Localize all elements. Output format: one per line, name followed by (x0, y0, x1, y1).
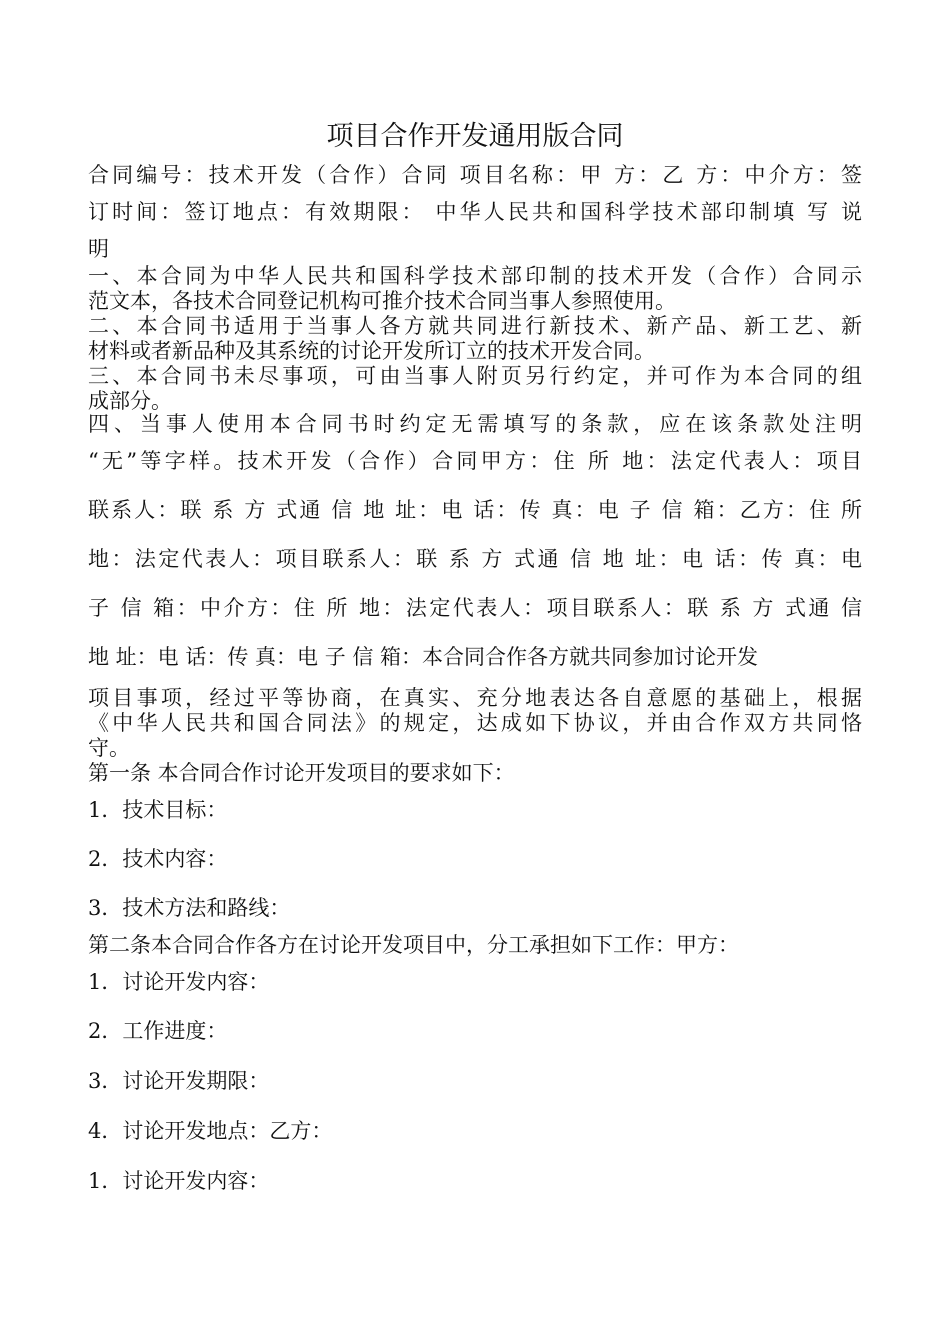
list-item: 4．讨论开发地点：乙方： (88, 1119, 333, 1143)
article-1-heading: 第一条 本合同合作讨论开发项目的要求如下： (88, 761, 515, 785)
list-item: 2．工作进度： (88, 1019, 228, 1043)
list-item: 1．技术目标： (88, 798, 228, 822)
body-line-13: 地：法定代表人：项目联系人：联 系 方 式通 信 地 址：电 话：传 真：电 (88, 547, 862, 571)
body-line-11: “无”等字样。技术开发（合作）合同甲方：住 所 地：法定代表人：项目 (88, 449, 862, 473)
list-item: 3．技术方法和路线： (88, 896, 291, 920)
body-line-15: 地 址：电 话：传 真：电 子 信 箱：本合同合作各方就共同参加讨论开发 (88, 645, 759, 669)
body-line-18: 守。 (88, 736, 130, 760)
body-line-10: 四、当事人使用本合同书时约定无需填写的条款，应在该条款处注明 (88, 412, 862, 436)
body-line-7: 材料或者新品种及其系统的讨论开发所订立的技术开发合同。 (88, 339, 655, 363)
body-line-6: 二、本合同书适用于当事人各方就共同进行新技术、新产品、新工艺、新 (88, 314, 862, 338)
body-line-3: 明 (88, 237, 109, 261)
body-line-12: 联系人：联 系 方 式通 信 地 址：电 话：传 真：电 子 信 箱：乙方：住 所 (88, 498, 862, 522)
document-title: 项目合作开发通用版合同 (326, 121, 624, 152)
body-line-5: 范文本，各技术合同登记机构可推介技术合同当事人参照使用。 (88, 289, 676, 313)
list-item: 1．讨论开发内容： (88, 1169, 270, 1193)
article-2-heading: 第二条本合同合作各方在讨论开发项目中，分工承担如下工作：甲方： (88, 933, 739, 957)
body-line-4: 一、本合同为中华人民共和国科学技术部印制的技术开发（合作）合同示 (88, 264, 862, 288)
body-line-9: 成部分。 (88, 389, 172, 413)
list-item: 1．讨论开发内容： (88, 970, 270, 994)
list-item: 2．技术内容： (88, 847, 228, 871)
body-line-1: 合同编号：技术开发（合作）合同 项目名称：甲 方：乙 方：中介方：签 (88, 163, 862, 187)
body-line-16: 项目事项，经过平等协商，在真实、充分地表达各自意愿的基础上，根据 (88, 686, 862, 710)
list-item: 3．讨论开发期限： (88, 1069, 270, 1093)
body-line-17: 《中华人民共和国合同法》的规定，达成如下协议，并由合作双方共同恪 (88, 711, 862, 735)
body-line-8: 三、本合同书未尽事项，可由当事人附页另行约定，并可作为本合同的组 (88, 364, 862, 388)
body-line-14: 子 信 箱：中介方：住 所 地：法定代表人：项目联系人：联 系 方 式通 信 (88, 596, 862, 620)
body-line-2: 订时间：签订地点：有效期限： 中华人民共和国科学技术部印制填 写 说 (88, 200, 862, 224)
